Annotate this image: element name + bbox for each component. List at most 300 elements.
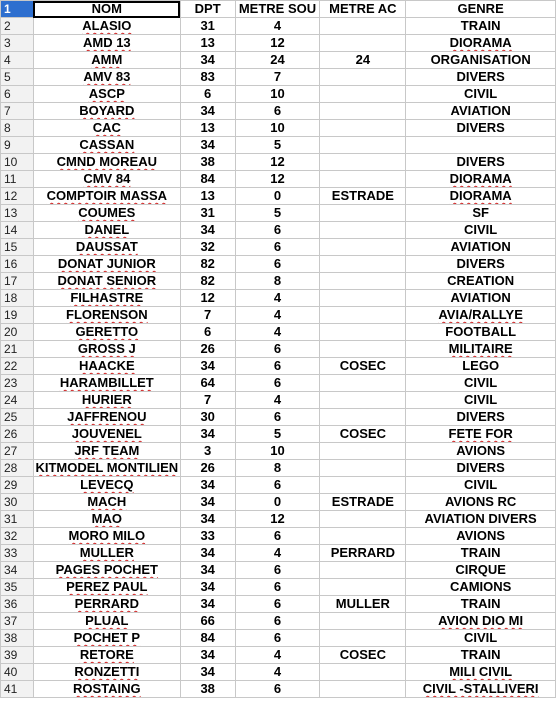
cell-genre[interactable] <box>406 324 556 341</box>
cell-dpt[interactable] <box>180 52 235 69</box>
cell-text: 3 <box>204 443 212 458</box>
cell-metre-sou[interactable] <box>235 647 320 664</box>
cell-metre-ac[interactable] <box>320 188 406 205</box>
row-number-header[interactable]: 1 <box>1 1 34 18</box>
cell-dpt[interactable] <box>180 137 235 154</box>
cell-genre[interactable] <box>406 137 556 154</box>
cell-text: 8 <box>273 460 282 475</box>
cell-text: PEREZ PAUL <box>66 579 148 594</box>
cell-text: 83 <box>200 69 215 84</box>
cell-metre-sou[interactable] <box>235 460 320 477</box>
cell-nom[interactable] <box>33 273 180 290</box>
cell-metre-ac[interactable] <box>320 664 406 681</box>
cell-metre-sou[interactable] <box>235 562 320 579</box>
cell-nom[interactable] <box>33 341 180 358</box>
table-row <box>1 511 556 528</box>
cell-nom[interactable] <box>33 35 180 52</box>
cell-metre-ac[interactable] <box>320 69 406 86</box>
cell-nom[interactable] <box>33 256 180 273</box>
cell-text: 0 <box>273 494 282 509</box>
cell-text: 6 <box>273 222 282 237</box>
cell-metre-sou[interactable] <box>235 664 320 681</box>
cell-metre-sou[interactable] <box>235 290 320 307</box>
cell-metre-ac[interactable] <box>320 273 406 290</box>
row-number-header[interactable]: 5 <box>1 69 34 86</box>
cell-metre-ac[interactable] <box>320 324 406 341</box>
row-number-header[interactable]: 36 <box>1 596 34 613</box>
cell-metre-ac[interactable] <box>320 341 406 358</box>
row-number-header[interactable]: 22 <box>1 358 34 375</box>
row-number-header[interactable]: 11 <box>1 171 34 188</box>
cell-metre-ac[interactable] <box>320 579 406 596</box>
cell-nom[interactable] <box>33 579 180 596</box>
cell-metre-sou[interactable] <box>235 222 320 239</box>
cell-nom[interactable] <box>33 443 180 460</box>
cell-text: ROSTAING <box>73 681 141 696</box>
table-row <box>1 460 556 477</box>
cell-nom[interactable] <box>33 426 180 443</box>
cell-metre-ac[interactable] <box>320 18 406 35</box>
cell-dpt[interactable] <box>180 528 235 545</box>
cell-text: 0 <box>273 188 282 203</box>
row-number-header[interactable]: 39 <box>1 647 34 664</box>
cell-metre-ac[interactable] <box>320 494 406 511</box>
cell-genre[interactable] <box>406 375 556 392</box>
cell-dpt[interactable] <box>180 239 235 256</box>
row-number-header[interactable]: 26 <box>1 426 34 443</box>
cell-text: 24 <box>355 52 371 67</box>
cell-metre-sou[interactable] <box>235 375 320 392</box>
cell-dpt[interactable] <box>180 171 235 188</box>
cell-nom[interactable] <box>33 477 180 494</box>
cell-text: PLUAL <box>85 613 129 628</box>
cell-dpt[interactable] <box>180 664 235 681</box>
cell-text: AMV 83 <box>83 69 131 84</box>
cell-metre-sou[interactable] <box>235 579 320 596</box>
cell-text: 7 <box>204 307 212 322</box>
cell-metre-sou[interactable] <box>235 18 320 35</box>
cell-metre-sou[interactable] <box>235 171 320 188</box>
row-number-header[interactable]: 10 <box>1 154 34 171</box>
table-row <box>1 239 556 256</box>
cell-text: ORGANISATION <box>430 52 531 67</box>
cell-dpt[interactable] <box>180 103 235 120</box>
cell-genre[interactable] <box>406 477 556 494</box>
cell-nom[interactable] <box>33 528 180 545</box>
table-row <box>1 69 556 86</box>
cell-nom[interactable] <box>33 409 180 426</box>
cell-genre[interactable] <box>406 86 556 103</box>
cell-metre-sou[interactable] <box>235 630 320 647</box>
cell-metre-sou[interactable] <box>235 511 320 528</box>
cell-dpt[interactable] <box>180 647 235 664</box>
cell-text: CAC <box>92 120 121 135</box>
cell-metre-sou[interactable] <box>235 86 320 103</box>
cell-dpt[interactable] <box>180 545 235 562</box>
cell-dpt[interactable] <box>180 290 235 307</box>
cell-genre[interactable] <box>406 103 556 120</box>
cell-nom[interactable] <box>33 222 180 239</box>
cell-text: HURIER <box>81 392 132 407</box>
row-number-header[interactable]: 35 <box>1 579 34 596</box>
row-number-header[interactable]: 12 <box>1 188 34 205</box>
cell-genre[interactable] <box>406 596 556 613</box>
cell-genre[interactable] <box>406 120 556 137</box>
cell-metre-ac[interactable] <box>320 86 406 103</box>
column-heading-metre-sou[interactable] <box>235 1 320 18</box>
row-number-header[interactable]: 8 <box>1 120 34 137</box>
cell-metre-sou[interactable] <box>235 358 320 375</box>
cell-metre-ac[interactable] <box>320 613 406 630</box>
cell-metre-ac[interactable] <box>320 103 406 120</box>
cell-metre-ac[interactable] <box>320 647 406 664</box>
cell-text: 82 <box>200 273 215 288</box>
cell-metre-ac[interactable] <box>320 409 406 426</box>
cell-metre-ac[interactable] <box>320 630 406 647</box>
cell-text: AVIONS <box>456 443 506 458</box>
cell-genre[interactable] <box>406 426 556 443</box>
cell-genre[interactable] <box>406 171 556 188</box>
row-number-header[interactable]: 17 <box>1 273 34 290</box>
cell-dpt[interactable] <box>180 358 235 375</box>
cell-genre[interactable] <box>406 681 556 698</box>
cell-nom[interactable] <box>33 171 180 188</box>
cell-metre-ac[interactable] <box>320 358 406 375</box>
cell-dpt[interactable] <box>180 205 235 222</box>
cell-nom[interactable] <box>33 120 180 137</box>
cell-metre-ac[interactable] <box>320 205 406 222</box>
cell-dpt[interactable] <box>180 409 235 426</box>
cell-genre[interactable] <box>406 52 556 69</box>
cell-text: 6 <box>273 562 282 577</box>
cell-metre-ac[interactable] <box>320 307 406 324</box>
cell-nom[interactable] <box>33 137 180 154</box>
cell-nom[interactable] <box>33 324 180 341</box>
table-row <box>1 358 556 375</box>
cell-genre[interactable] <box>406 528 556 545</box>
table-row <box>1 647 556 664</box>
row-number-header[interactable]: 2 <box>1 18 34 35</box>
cell-nom[interactable] <box>33 86 180 103</box>
cell-genre[interactable] <box>406 69 556 86</box>
cell-metre-sou[interactable] <box>235 341 320 358</box>
row-number-header[interactable]: 34 <box>1 562 34 579</box>
cell-metre-ac[interactable] <box>320 120 406 137</box>
cell-metre-sou[interactable] <box>235 409 320 426</box>
cell-genre[interactable] <box>406 562 556 579</box>
cell-genre[interactable] <box>406 239 556 256</box>
cell-dpt[interactable] <box>180 579 235 596</box>
cell-metre-ac[interactable] <box>320 52 406 69</box>
cell-metre-ac[interactable] <box>320 545 406 562</box>
cell-text: MAO <box>91 511 122 526</box>
cell-genre[interactable] <box>406 35 556 52</box>
cell-text: CREATION <box>447 273 515 288</box>
cell-genre[interactable] <box>406 358 556 375</box>
row-number-header[interactable]: 37 <box>1 613 34 630</box>
cell-metre-sou[interactable] <box>235 443 320 460</box>
cell-dpt[interactable] <box>180 681 235 698</box>
cell-dpt[interactable] <box>180 86 235 103</box>
cell-text: 34 <box>200 596 215 611</box>
cell-metre-ac[interactable] <box>320 460 406 477</box>
cell-genre[interactable] <box>406 273 556 290</box>
cell-text: 6 <box>273 596 282 611</box>
cell-dpt[interactable] <box>180 426 235 443</box>
cell-metre-ac[interactable] <box>320 562 406 579</box>
cell-metre-sou[interactable] <box>235 273 320 290</box>
cell-dpt[interactable] <box>180 375 235 392</box>
row-number-header[interactable]: 9 <box>1 137 34 154</box>
cell-genre[interactable] <box>406 664 556 681</box>
cell-genre[interactable] <box>406 630 556 647</box>
row-number-header[interactable]: 20 <box>1 324 34 341</box>
cell-metre-ac[interactable] <box>320 426 406 443</box>
cell-dpt[interactable] <box>180 120 235 137</box>
table-row <box>1 681 556 698</box>
cell-genre[interactable] <box>406 460 556 477</box>
cell-metre-ac[interactable] <box>320 392 406 409</box>
cell-text: ALASIO <box>82 18 132 33</box>
cell-genre[interactable] <box>406 613 556 630</box>
cell-metre-ac[interactable] <box>320 375 406 392</box>
cell-text: DIORAMA <box>449 171 512 186</box>
cell-genre[interactable] <box>406 494 556 511</box>
cell-dpt[interactable] <box>180 69 235 86</box>
cell-nom[interactable] <box>33 613 180 630</box>
cell-dpt[interactable] <box>180 188 235 205</box>
cell-dpt[interactable] <box>180 324 235 341</box>
cell-nom[interactable] <box>33 239 180 256</box>
column-heading-nom[interactable] <box>33 1 180 18</box>
cell-text: 13 <box>200 120 215 135</box>
cell-genre[interactable] <box>406 341 556 358</box>
cell-text: 7 <box>204 392 212 407</box>
cell-metre-ac[interactable] <box>320 222 406 239</box>
cell-dpt[interactable] <box>180 443 235 460</box>
cell-dpt[interactable] <box>180 596 235 613</box>
cell-dpt[interactable] <box>180 341 235 358</box>
cell-nom[interactable] <box>33 69 180 86</box>
cell-metre-ac[interactable] <box>320 35 406 52</box>
row-number-header[interactable]: 6 <box>1 86 34 103</box>
cell-nom[interactable] <box>33 375 180 392</box>
row-number-header[interactable]: 23 <box>1 375 34 392</box>
cell-metre-sou[interactable] <box>235 120 320 137</box>
cell-metre-sou[interactable] <box>235 681 320 698</box>
cell-metre-sou[interactable] <box>235 545 320 562</box>
cell-metre-ac[interactable] <box>320 443 406 460</box>
row-number-header[interactable]: 21 <box>1 341 34 358</box>
cell-nom[interactable] <box>33 647 180 664</box>
cell-metre-ac[interactable] <box>320 511 406 528</box>
row-number-header[interactable]: 31 <box>1 511 34 528</box>
cell-dpt[interactable] <box>180 613 235 630</box>
cell-metre-sou[interactable] <box>235 188 320 205</box>
cell-dpt[interactable] <box>180 511 235 528</box>
row-number-header[interactable]: 41 <box>1 681 34 698</box>
cell-nom[interactable] <box>33 545 180 562</box>
column-heading-genre[interactable] <box>406 1 556 18</box>
cell-text: 32 <box>200 239 215 254</box>
cell-metre-ac[interactable] <box>320 290 406 307</box>
cell-nom[interactable] <box>33 392 180 409</box>
cell-genre[interactable] <box>406 307 556 324</box>
cell-metre-sou[interactable] <box>235 596 320 613</box>
cell-dpt[interactable] <box>180 256 235 273</box>
cell-dpt[interactable] <box>180 630 235 647</box>
cell-text: MACH <box>87 494 127 509</box>
row-number-header[interactable]: 32 <box>1 528 34 545</box>
cell-dpt[interactable] <box>180 273 235 290</box>
cell-text: 5 <box>273 137 282 152</box>
cell-metre-ac[interactable] <box>320 154 406 171</box>
cell-genre[interactable] <box>406 392 556 409</box>
cell-nom[interactable] <box>33 664 180 681</box>
cell-metre-sou[interactable] <box>235 69 320 86</box>
cell-metre-sou[interactable] <box>235 205 320 222</box>
cell-genre[interactable] <box>406 256 556 273</box>
row-number-header[interactable]: 7 <box>1 103 34 120</box>
cell-nom[interactable] <box>33 494 180 511</box>
cell-nom[interactable] <box>33 681 180 698</box>
cell-nom[interactable] <box>33 511 180 528</box>
cell-nom[interactable] <box>33 154 180 171</box>
cell-dpt[interactable] <box>180 494 235 511</box>
cell-nom[interactable] <box>33 562 180 579</box>
row-number-header[interactable]: 40 <box>1 664 34 681</box>
row-number-header[interactable]: 30 <box>1 494 34 511</box>
cell-text: 10 <box>270 443 285 458</box>
cell-genre[interactable] <box>406 443 556 460</box>
cell-text: 12 <box>200 290 215 305</box>
row-number-header[interactable]: 3 <box>1 35 34 52</box>
cell-genre[interactable] <box>406 579 556 596</box>
cell-metre-ac[interactable] <box>320 137 406 154</box>
cell-nom[interactable] <box>33 290 180 307</box>
cell-text: FILHASTRE <box>70 290 144 305</box>
cell-genre[interactable] <box>406 545 556 562</box>
cell-metre-ac[interactable] <box>320 681 406 698</box>
cell-nom[interactable] <box>33 205 180 222</box>
cell-metre-sou[interactable] <box>235 52 320 69</box>
cell-metre-sou[interactable] <box>235 103 320 120</box>
cell-metre-sou[interactable] <box>235 307 320 324</box>
cell-genre[interactable] <box>406 647 556 664</box>
cell-nom[interactable] <box>33 18 180 35</box>
cell-text: 38 <box>200 154 215 169</box>
cell-dpt[interactable] <box>180 307 235 324</box>
cell-genre[interactable] <box>406 222 556 239</box>
cell-genre[interactable] <box>406 188 556 205</box>
row-number-header[interactable]: 38 <box>1 630 34 647</box>
cell-dpt[interactable] <box>180 460 235 477</box>
cell-dpt[interactable] <box>180 392 235 409</box>
cell-metre-sou[interactable] <box>235 137 320 154</box>
cell-metre-ac[interactable] <box>320 596 406 613</box>
cell-text: COMPTOIR MASSA <box>46 188 168 203</box>
cell-metre-sou[interactable] <box>235 613 320 630</box>
cell-nom[interactable] <box>33 52 180 69</box>
cell-text: 7 <box>273 69 282 84</box>
cell-metre-sou[interactable] <box>235 35 320 52</box>
row-number-header[interactable]: 18 <box>1 290 34 307</box>
cell-nom[interactable] <box>33 358 180 375</box>
row-number-header[interactable]: 13 <box>1 205 34 222</box>
cell-metre-sou[interactable] <box>235 426 320 443</box>
table-row <box>1 324 556 341</box>
cell-dpt[interactable] <box>180 562 235 579</box>
cell-metre-sou[interactable] <box>235 392 320 409</box>
cell-metre-sou[interactable] <box>235 239 320 256</box>
cell-metre-sou[interactable] <box>235 494 320 511</box>
cell-nom[interactable] <box>33 188 180 205</box>
row-number-header[interactable]: 33 <box>1 545 34 562</box>
row-number-header[interactable]: 25 <box>1 409 34 426</box>
row-number-header[interactable]: 16 <box>1 256 34 273</box>
cell-dpt[interactable] <box>180 154 235 171</box>
cell-metre-sou[interactable] <box>235 528 320 545</box>
cell-text: 8 <box>273 273 282 288</box>
table-row <box>1 545 556 562</box>
cell-metre-ac[interactable] <box>320 477 406 494</box>
cell-genre[interactable] <box>406 205 556 222</box>
cell-nom[interactable] <box>33 307 180 324</box>
cell-genre[interactable] <box>406 154 556 171</box>
column-heading-metre-ac[interactable] <box>320 1 406 18</box>
cell-metre-sou[interactable] <box>235 256 320 273</box>
cell-metre-ac[interactable] <box>320 256 406 273</box>
cell-nom[interactable] <box>33 630 180 647</box>
row-number-header[interactable]: 14 <box>1 222 34 239</box>
cell-genre[interactable] <box>406 511 556 528</box>
table-row <box>1 137 556 154</box>
cell-metre-ac[interactable] <box>320 239 406 256</box>
row-number-header[interactable]: 4 <box>1 52 34 69</box>
cell-dpt[interactable] <box>180 222 235 239</box>
cell-nom[interactable] <box>33 103 180 120</box>
cell-genre[interactable] <box>406 18 556 35</box>
row-number-header[interactable]: 15 <box>1 239 34 256</box>
row-number-header[interactable]: 27 <box>1 443 34 460</box>
cell-metre-ac[interactable] <box>320 171 406 188</box>
cell-text: DIORAMA <box>449 35 512 50</box>
row-number-header[interactable]: 24 <box>1 392 34 409</box>
row-number-header[interactable]: 19 <box>1 307 34 324</box>
cell-text: 6 <box>273 239 282 254</box>
cell-metre-sou[interactable] <box>235 154 320 171</box>
cell-nom[interactable] <box>33 460 180 477</box>
cell-text: 6 <box>273 528 282 543</box>
cell-dpt[interactable] <box>180 35 235 52</box>
cell-text: AVIONS RC <box>445 494 517 509</box>
row-number-header[interactable]: 28 <box>1 460 34 477</box>
cell-dpt[interactable] <box>180 18 235 35</box>
cell-metre-ac[interactable] <box>320 528 406 545</box>
cell-metre-sou[interactable] <box>235 324 320 341</box>
cell-nom[interactable] <box>33 596 180 613</box>
column-heading-dpt[interactable] <box>180 1 235 18</box>
cell-dpt[interactable] <box>180 477 235 494</box>
cell-genre[interactable] <box>406 290 556 307</box>
cell-text: TRAIN <box>460 647 501 662</box>
cell-text: 12 <box>270 171 285 186</box>
cell-text: AVIA/RALLYE <box>438 307 523 322</box>
cell-genre[interactable] <box>406 409 556 426</box>
cell-text: DIVERS <box>456 69 505 84</box>
row-number-header[interactable]: 29 <box>1 477 34 494</box>
cell-metre-sou[interactable] <box>235 477 320 494</box>
